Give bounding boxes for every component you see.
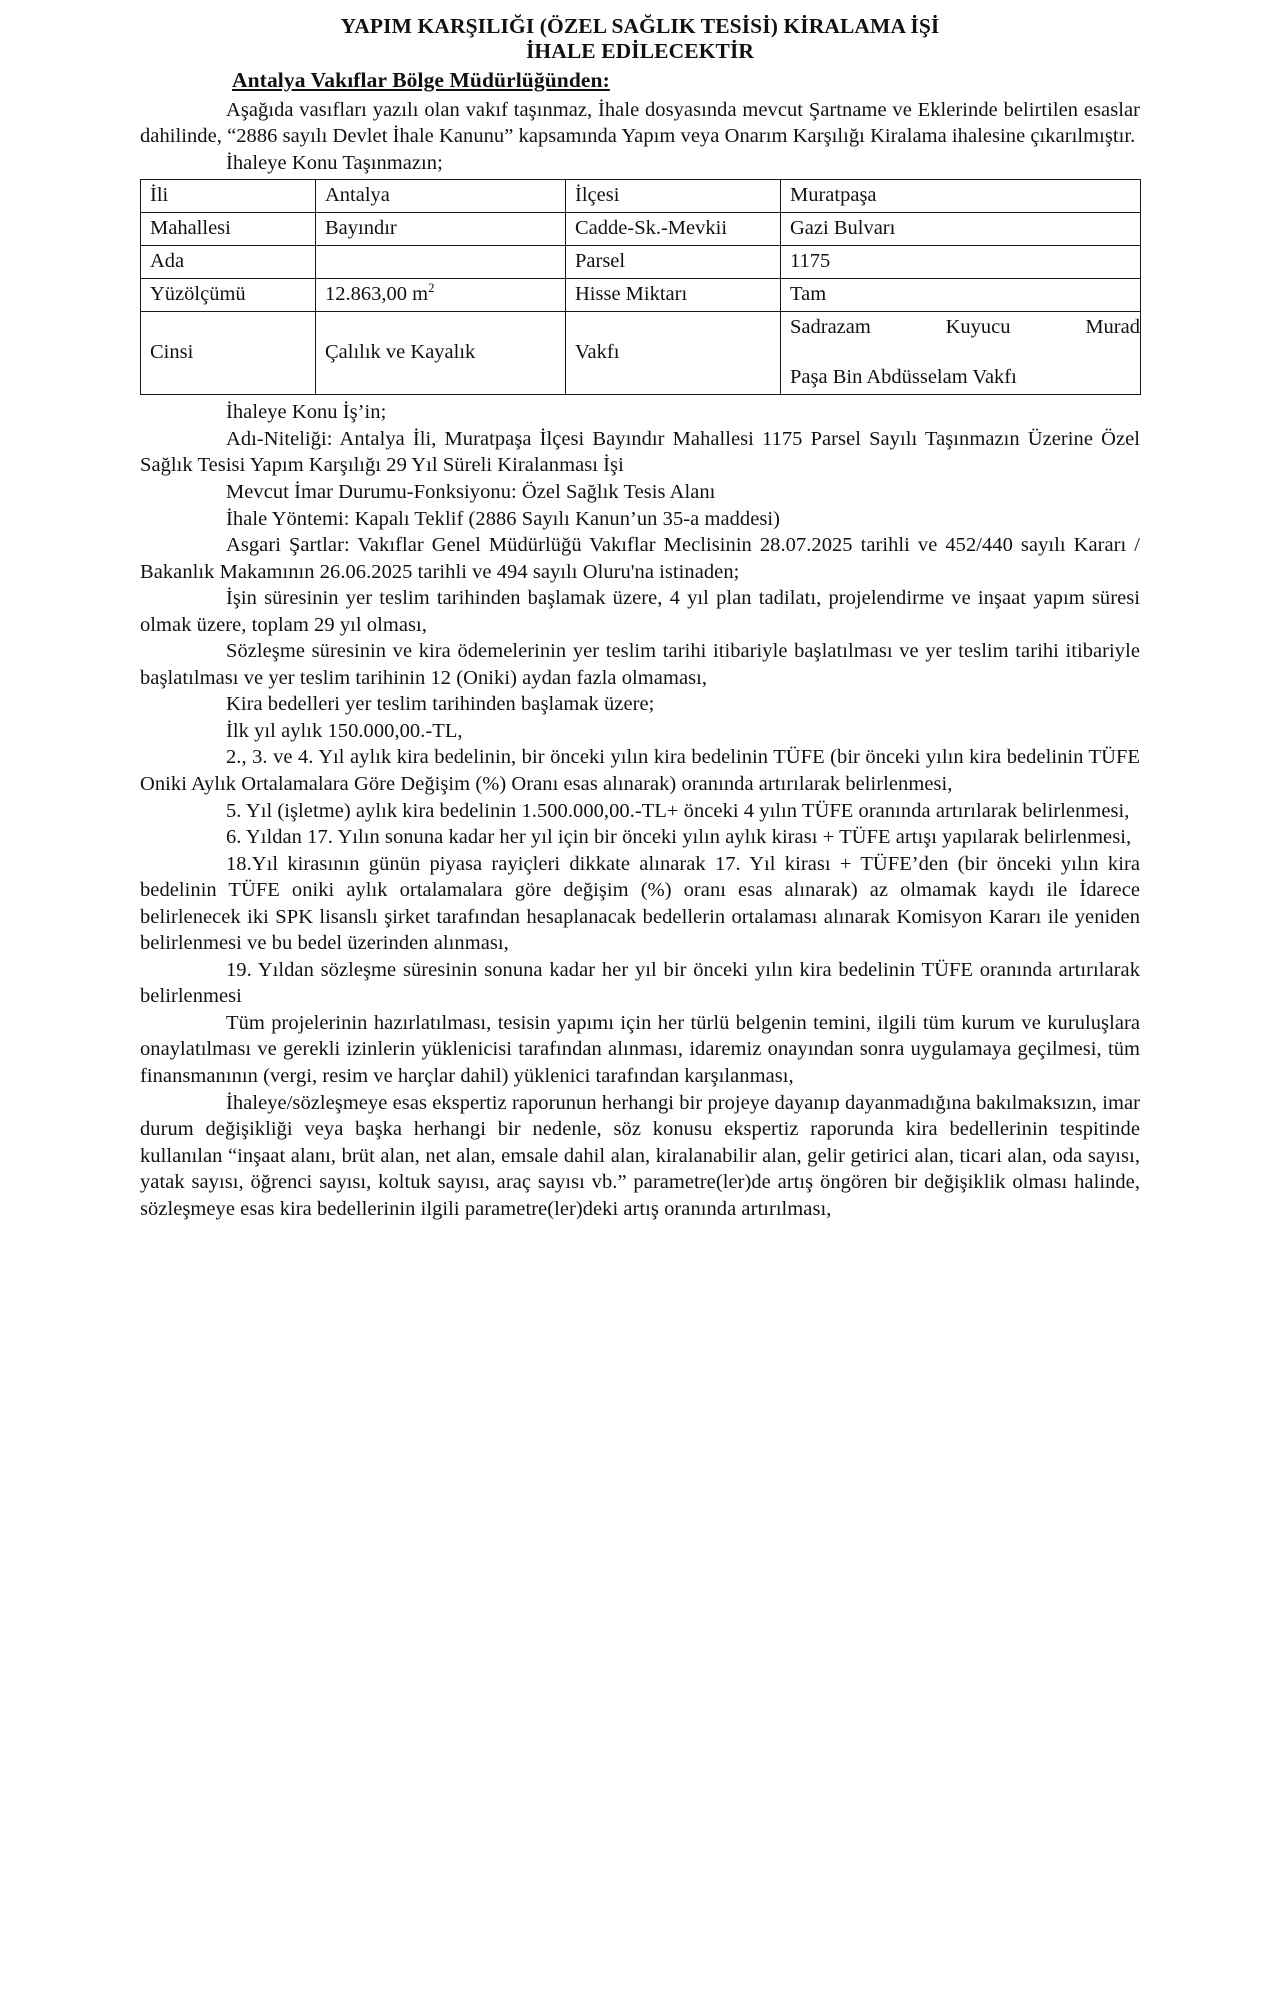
cell-value-vakfi bbox=[781, 312, 1141, 395]
page-title bbox=[140, 14, 1140, 65]
condition-item: İlk yıl aylık 150.000,00.-TL, bbox=[226, 719, 463, 742]
cell-label-vakfi: Vakfı bbox=[566, 312, 781, 395]
cell-value-cinsi: Çalılık ve Kayalık bbox=[316, 312, 566, 395]
cell-label-mahalle: Mahallesi bbox=[141, 213, 316, 246]
condition-item: 18.Yıl kirasının günün piyasa rayiçleri dikkate alınarak 17. Yıl kirası + TÜFE’den (bir önceki yılın kira bedelinin TÜFE oniki aylık ortalamalara göre değişim (%) oranı esas alınarak) az olmamak kaydı ile İdarece belirlenecek iki SPK lisanslı şirket tarafından hesaplanacak bedellerin ortalaması alınarak Komisyon Kararı ile yeniden belirlenmesi ve bu bedel üzerinden alınması, bbox=[140, 852, 1140, 955]
issuing-authority: Antalya Vakıflar Bölge Müdürlüğünden: bbox=[232, 67, 610, 92]
condition-item: Tüm projelerinin hazırlatılması, tesisin yapımı için her türlü belgenin temini, ilgili tüm kurum ve kuruluşlara onaylatılması ve gerekli izinlerin yüklenicisi tarafından alınması, idaremiz onayından sonra uygulamaya geçilmesi, tüm finansmanının (vergi, resim ve harçlar dahil) yüklenici tarafından karşılanması, bbox=[140, 1011, 1140, 1088]
title-line-2: İHALE EDİLECEKTİR bbox=[525, 39, 755, 64]
cell-label-il: İli bbox=[141, 180, 316, 213]
condition-item: İhaleye/sözleşmeye esas ekspertiz raporunun herhangi bir projeye dayanıp dayanmadığına bakılmaksızın, imar durum değişikliği veya başka herhangi bir nedenle, söz konusu ekspertiz raporunda kira bedellerinin tespitinde kullanılan “inşaat alanı, brüt alan, net alan, emsale dahil alan, kiralanabilir alan, gelir getirici alan, ticari alan, oda sayısı, yatak sayısı, öğrenci sayısı, koltuk sayısı, araç sayısı vb.” parametre(ler)de artış öngören bir değişiklik olması halinde, sözleşmeye esas kira bedellerinin ilgili parametre(ler)deki artış oranında artırılması, bbox=[140, 1091, 1140, 1220]
vakif-name-line-2: Paşa Bin Abdüsselam Vakfı bbox=[790, 366, 1017, 389]
cell-value-mahalle: Bayındır bbox=[316, 213, 566, 246]
work-tender-method: İhale Yöntemi: Kapalı Teklif (2886 Sayılı Kanun’un 35-a maddesi) bbox=[226, 507, 780, 530]
cell-value-ilce: Muratpaşa bbox=[781, 180, 1141, 213]
condition-item: İşin süresinin yer teslim tarihinden başlamak üzere, 4 yıl plan tadilatı, projelendirme ve inşaat yapım süresi olmak üzere, toplam 29 yıl olması, bbox=[140, 587, 1140, 636]
cell-label-ada: Ada bbox=[141, 246, 316, 279]
cell-value-ada bbox=[316, 246, 566, 279]
area-number: 12.863,00 m bbox=[325, 283, 429, 306]
document-page bbox=[140, 0, 1140, 1232]
property-details-table bbox=[140, 179, 1141, 395]
work-zoning-status: Mevcut İmar Durumu-Fonksiyonu: Özel Sağlık Tesis Alanı bbox=[226, 481, 716, 503]
area-unit-exponent: 2 bbox=[428, 281, 435, 296]
table-row bbox=[141, 246, 1141, 279]
condition-item: Sözleşme süresinin ve kira ödemelerinin yer teslim tarihi itibariyle başlatılması ve yer teslim tarihi itibariyle başlatılması ve yer teslim tarihinin 12 (Oniki) aydan fazla olmaması, bbox=[140, 640, 1140, 689]
cell-label-hisse: Hisse Miktarı bbox=[566, 279, 781, 312]
cell-value-yuzolcumu bbox=[316, 279, 566, 312]
work-name-nature: Adı-Niteliği: Antalya İli, Muratpaşa İlçesi Bayındır Mahallesi 1175 Parsel Sayılı Taşınmazın Üzerine Özel Sağlık Tesisi Yapım Karşılığı 29 Yıl Süreli Kiralanması İşi bbox=[140, 427, 1140, 477]
title-line-1: YAPIM KARŞILIĞI (ÖZEL SAĞLIK TESİSİ) KİRALAMA İŞİ bbox=[340, 14, 940, 38]
work-heading: İhaleye Konu İş’in; bbox=[226, 401, 387, 424]
work-minimum-conditions: Asgari Şartlar: Vakıflar Genel Müdürlüğü Vakıflar Meclisinin 28.07.2025 tarihli ve 452/440 sayılı Kararı / Bakanlık Makamının 26.06.2025 tarihli ve 494 sayılı Oluru'na istinaden; bbox=[140, 534, 1140, 583]
cell-label-cinsi: Cinsi bbox=[141, 312, 316, 395]
table-row bbox=[141, 279, 1141, 312]
intro-paragraph: Aşağıda vasıfları yazılı olan vakıf taşınmaz, İhale dosyasında mevcut Şartname ve Eklerinde belirtilen esaslar dahilinde, “2886 sayılı Devlet İhale Kanunu” kapsamında Yapım veya Onarım Karşılığı Kiralama ihalesine çıkarılmıştır. bbox=[140, 98, 1140, 148]
cell-value-cadde: Gazi Bulvarı bbox=[781, 213, 1141, 246]
property-heading: İhaleye Konu Taşınmazın; bbox=[226, 151, 443, 174]
condition-item: 19. Yıldan sözleşme süresinin sonuna kadar her yıl bir önceki yılın kira bedelinin TÜFE oranında artırılarak belirlenmesi bbox=[140, 958, 1140, 1008]
cell-label-ilce: İlçesi bbox=[566, 180, 781, 213]
cell-label-parsel: Parsel bbox=[566, 246, 781, 279]
table-row bbox=[141, 213, 1141, 246]
table-row bbox=[141, 180, 1141, 213]
vakif-name-line-1: Sadrazam Kuyucu Murad bbox=[790, 316, 1140, 339]
condition-item: 6. Yıldan 17. Yılın sonuna kadar her yıl için bir önceki yılın aylık kirası + TÜFE artışı yapılarak belirlenmesi, bbox=[226, 826, 1132, 849]
cell-value-parsel: 1175 bbox=[781, 246, 1141, 279]
condition-item: Kira bedelleri yer teslim tarihinden başlamak üzere; bbox=[226, 693, 655, 716]
cell-label-cadde: Cadde-Sk.-Mevkii bbox=[566, 213, 781, 246]
cell-label-yuzolcumu: Yüzölçümü bbox=[141, 279, 316, 312]
condition-item: 5. Yıl (işletme) aylık kira bedelinin 1.500.000,00.-TL+ önceki 4 yılın TÜFE oranında artırılarak belirlenmesi, bbox=[226, 799, 1130, 822]
cell-value-hisse: Tam bbox=[781, 279, 1141, 312]
condition-item: 2., 3. ve 4. Yıl aylık kira bedelinin, bir önceki yılın kira bedelinin TÜFE (bir önceki yılın kira bedelinin TÜFE Oniki Aylık Ortalamalara Göre Değişim (%) Oranı esas alınarak) oranında artırılarak belirlenmesi, bbox=[140, 746, 1140, 796]
table-row bbox=[141, 312, 1141, 395]
cell-value-il: Antalya bbox=[316, 180, 566, 213]
authority-line-wrapper bbox=[140, 66, 1140, 97]
